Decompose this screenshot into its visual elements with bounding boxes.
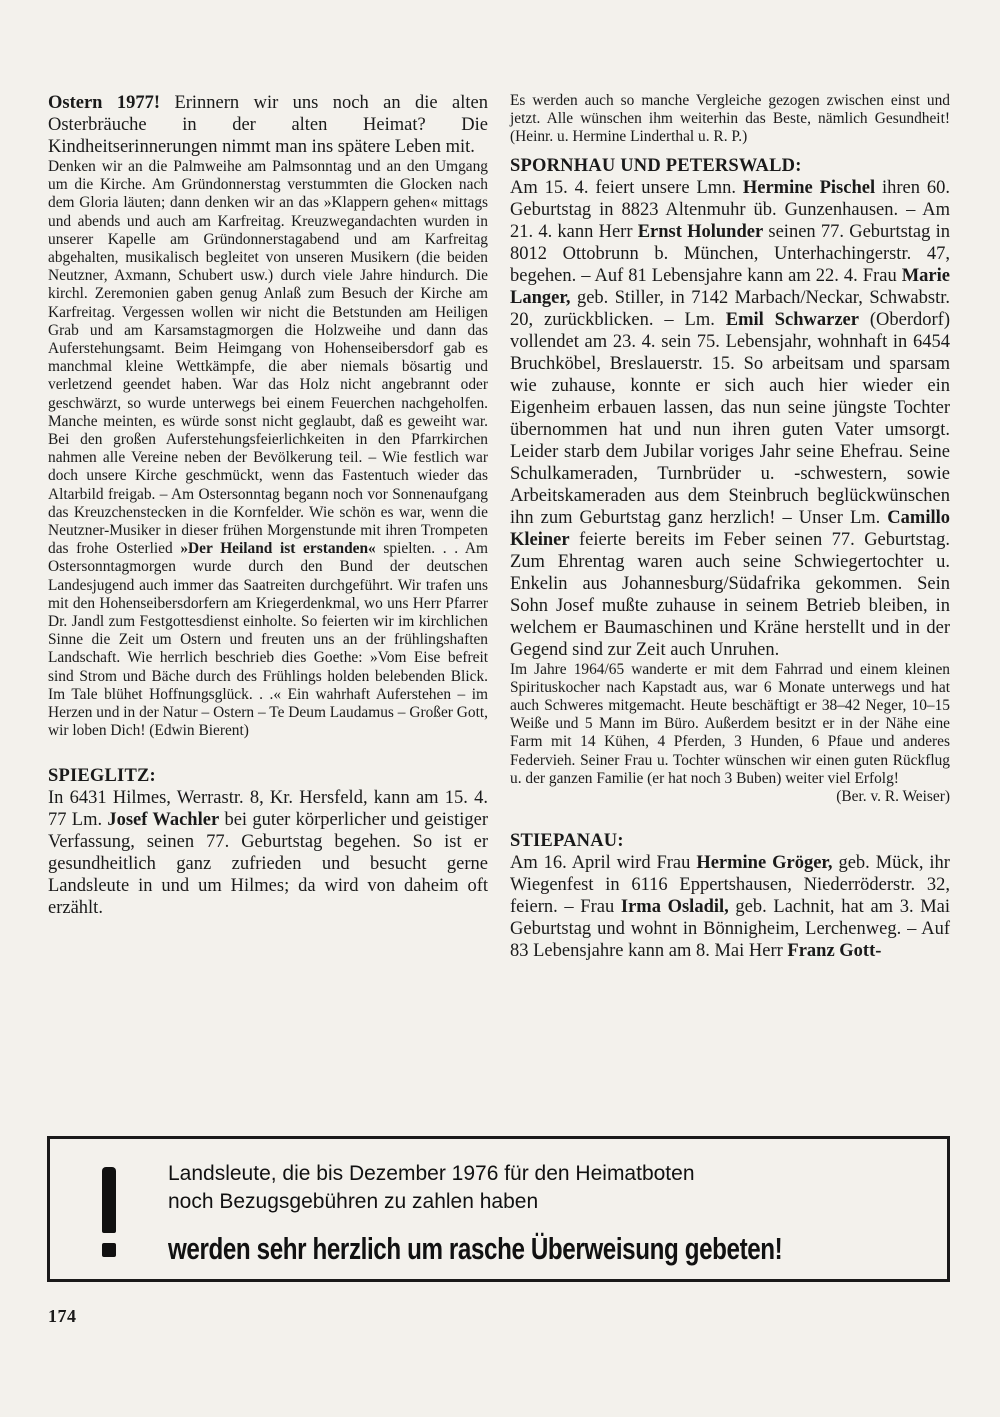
page-number: 174: [48, 1306, 77, 1326]
spornhau-small-text: Im Jahre 1964/65 wanderte er mit dem Fahrrad und einem kleinen Spirituskocher nach Kapstadt aus, war 6 Monate unterwegs und hat auch Schweres mitgemacht. Heute beschäftigt er 38–42 Neger, 10–15 Weiße und 5 Mann im Büro. Außerdem besitzt er in der Nähe eine Farm mit 14 Kühen, 4 Pferden, 3 Hunden, 6 Pfaue und anderes Federvieh. Seiner Frau u. Tochter wünschen wir einen guten Rückflug u. der ganzen Familie (er hat noch 3 Buben) weiter viel Erfolg!: [510, 660, 950, 787]
report-credit: (Ber. v. R. Weiser): [836, 788, 950, 806]
notice-line-1: Landsleute, die bis Dezember 1976 für den Heimatboten: [168, 1162, 695, 1185]
person-name: Hermine Pischel: [742, 177, 876, 198]
right-column: [510, 92, 950, 962]
continuation-text: Es werden auch so manche Vergleiche gezogen zwischen einst und jetzt. Alle wünschen ihm weiterhin das Beste, nämlich Gesundheit! (Heinr. u. Hermine Linderthal u. R. P.): [510, 92, 950, 146]
notice-line-2: noch Bezugsgebühren zu zahlen haben: [168, 1190, 539, 1213]
person-name: Emil Schwarzer: [725, 309, 859, 330]
easter-article-body: Denken wir an die Palmweihe am Palmsonntag und an den Umgang um die Kirche. Am Gründonnerstag verstummten die Glocken nach dem Gloria läuten; dann denken wir an das »Klappern gehen« mittags und abends und auch am Karfreitag. Kreuzwegandachten wurden in unserer Kapelle am Gründonnerstagabend und am Karfreitag abgehalten, musikalisch begleitet von unseren Musikern (die beiden Neutzner, Axmann, Schubert usw.) durch viele Jahre hindurch. Die kirchl. Zeremonien gaben genug Anlaß zum Besuch der Kirche am Karfreitag. Vergessen wollen wir nicht die Betstunden am Heiligen Grab und am Karsamstagmorgen die Holzweihe und dann das Auferstehungsamt. Beim Heimgang von Hohenseibersdorf gab es manchmal kleine Wettkämpfe, die aber niemals bösartig und verletzend geendet haben. War das Holz nicht angebrannt oder geschwärzt, so wurde unterwegs bei einem Feuerchen nachgeholfen. Manche meinten, es würde sonst nicht geglaubt, daß es geweiht war. Bei den großen Auferstehungsfeierlichkeiten in den Pfarrkirchen nahmen alle Vereine neben der Bevölkerung teil. – Wie festlich war doch unsere Kirche geschmückt, wenn das Fastentuch wieder das Altarbild freigab. – Am Ostersonntag begann noch vor Sonnenaufgang das Kreuzchenstecken in die Kornfelder. Wie schön es war, wenn die Neutzner-Musiker in dieser frühen Morgenstunde mit ihren Trompeten das frohe Osterlied »Der Heiland ist erstanden« spielten. . . Am Ostersonntagmorgen wurde durch den Bund der deutschen Landesjugend auch immer das Saatreiten durchgeführt. Wir trafen uns mit den Hohenseibersdorfern am Kriegerdenkmal, wo uns Herr Pfarrer Dr. Jandl zum Festgottesdienst einholte. So feierten wir im kirchlichen Sinne die Zeit um Ostern und freuten uns an der frühlingshaften Landschaft. Wie herrlich beschrieb dies Goethe: »Vom Eise befreit sind Strom und Bäche durch des Frühlings holden belebenden Blick. Im Tale blühet Hoffnungsglück. . .« Ein wahrhaft Auferstehen – im Herzen und in der Natur – Ostern – Te Deum Laudamus – Großer Gott, wir loben Dich! (Edwin Bierent): [48, 158, 488, 740]
exclamation-icon: [102, 1167, 116, 1259]
person-name: Hermine Gröger,: [696, 853, 833, 874]
person-name: Marie Langer,: [510, 265, 950, 308]
stiepanau-heading: STIEPANAU:: [510, 831, 624, 852]
notice-bold-line: werden sehr herzlich um rasche Überweisung gebeten!: [168, 1231, 783, 1266]
payment-notice-box: [47, 1136, 950, 1282]
spieglitz-text: In 6431 Hilmes, Werrastr. 8, Kr. Hersfeld, kann am 15. 4. 77 Lm. Josef Wachler bei guter körperlicher und geistiger Verfassung, seinen 77. Geburtstag begehen. So ist er gesundheitlich ganz zufrieden und besucht gerne Landsleute in und um Hilmes; da wird von daheim oft erzählt.: [48, 787, 488, 918]
stiepanau-text: Am 16. April wird Frau Hermine Gröger, geb. Mück, ihr Wiegenfest in 6116 Eppertshausen, Niederröderstr. 32, feiern. – Frau Irma Osladil, geb. Lachnit, hat am 3. Mai Geburtstag und wohnt in Bönnigheim, Lerchenweg. – Auf 83 Lebensjahre kann am 8. Mai Herr Franz Gott-: [510, 853, 951, 962]
easter-song-title: »Der Heiland ist erstanden«: [180, 540, 376, 558]
left-column: [48, 92, 488, 919]
easter-intro: Ostern 1977! Erinnern wir uns noch an die alten Osterbräuche in der alten Heimat? Die Kindheitserinnerungen nimmt man ins spätere Leben mit.: [48, 93, 489, 157]
person-name: Ernst Holunder: [637, 221, 764, 242]
person-name: Camillo Kleiner: [510, 507, 950, 550]
spieglitz-heading: SPIEGLITZ:: [48, 765, 156, 786]
person-name: Josef Wachler: [107, 809, 220, 830]
person-name: Irma Osladil,: [620, 897, 729, 918]
spornhau-heading: SPORNHAU UND PETERSWALD:: [510, 155, 802, 176]
easter-title: Ostern 1977!: [48, 93, 161, 113]
spornhau-text: Am 15. 4. feiert unsere Lmn. Hermine Pischel ihren 60. Geburtstag in 8823 Altenmuhr üb. Gunzenhausen. – Am 21. 4. kann Herr Ernst Holunder seinen 77. Geburtstag in 8012 Ottobrunn b. München, Unterhachingerstr. 47, begehen. – Auf 81 Lebensjahre kann am 22. 4. Frau Marie Langer, geb. Stiller, in 7142 Marbach/Neckar, Schwabstr. 20, zurückblicken. – Lm. Emil Schwarzer (Oberdorf) vollendet am 23. 4. sein 75. Lebensjahr, wohnhaft in 6454 Bruchköbel, Breslauerstr. 15. So arbeitsam und sparsam wie zuhause, konnte er sich auch hier wieder ein Eigenheim erbauen lassen, das nun seine jüngste Tochter übernommen hat und nun ihren guten Vater umsorgt. Leider starb dem Jubilar voriges Jahr seine Ehefrau. Seine Schulkameraden, Turnbrüder u. -schwestern, sowie Arbeitskameraden aus dem Steinbruch beglückwünschen ihn zum Geburtstag ganz herzlich! – Unser Lm. Camillo Kleiner feierte bereits im Feber seinen 77. Geburtstag. Zum Ehrentag waren auch seine Schwiegertochter u. Enkelin aus Johannesburg/Südafrika gekommen. Sein Sohn Josef mußte zuhause in seinem Betrieb bleiben, in welchem er Baumaschinen und Kräne herstellt und in der Gegend sind zur Zeit auch Unruhen.: [510, 177, 950, 660]
person-name: Franz Gott-: [787, 941, 882, 962]
